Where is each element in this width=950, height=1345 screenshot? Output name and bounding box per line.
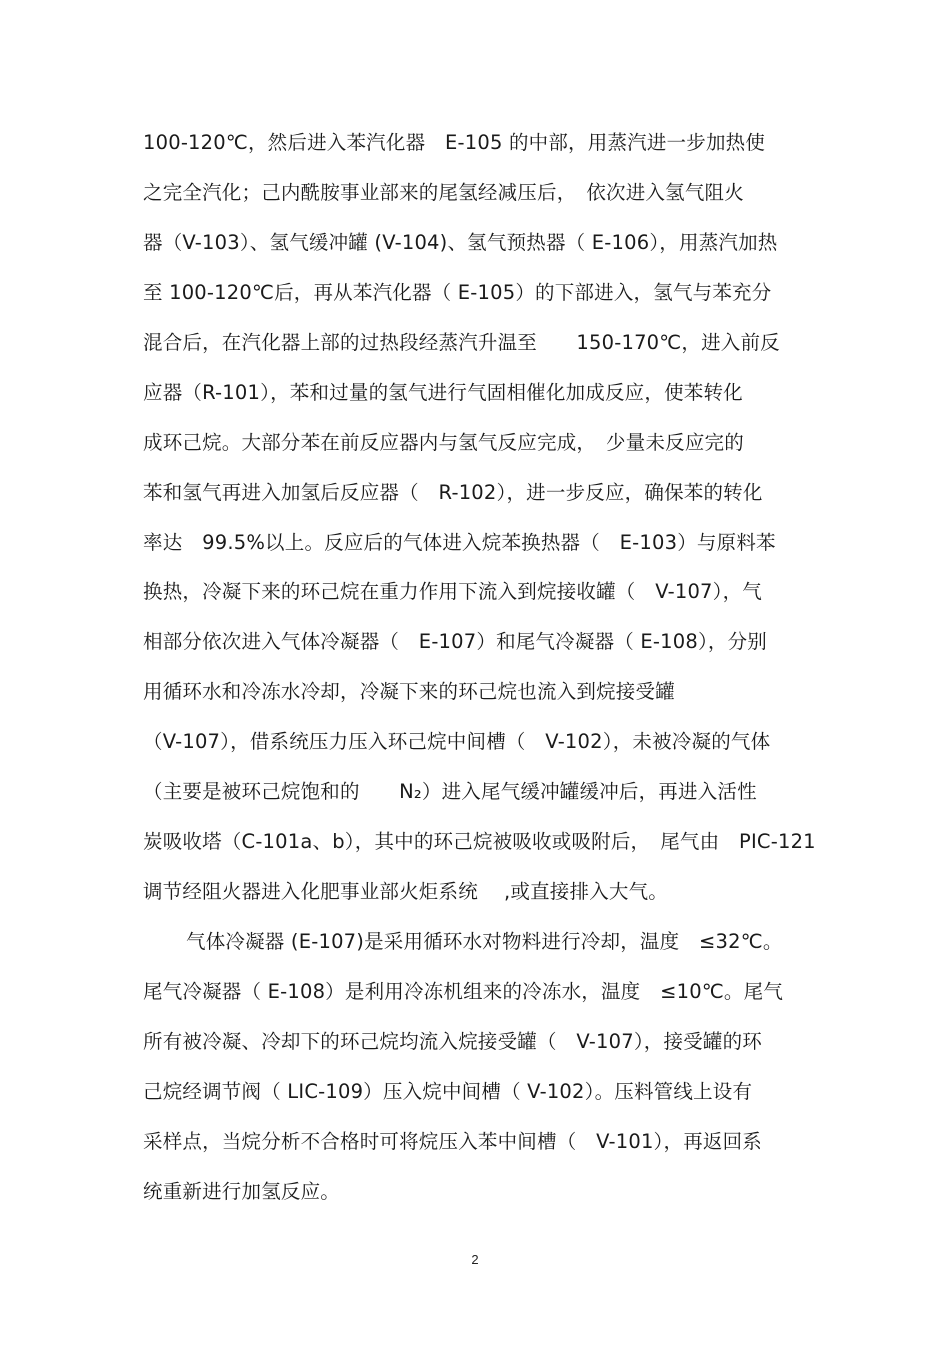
text-line: 之完全汽化；己内酰胺事业部来的尾氢经减压后， 依次进入氢气阻火: [143, 181, 744, 204]
text-line: 尾气冷凝器（ E-108）是利用冷冻机组来的冷冻水，温度 ≤10℃。尾气: [143, 980, 784, 1003]
text-line: 统重新进行加氢反应。: [143, 1180, 341, 1203]
text-line: 采样点，当烷分析不合格时可将烷压入苯中间槽（ V-101），再返回系: [143, 1130, 763, 1153]
text-line: 苯和氢气再进入加氢后反应器（ R-102），进一步反应，确保苯的转化: [143, 481, 763, 504]
text-line: 相部分依次进入气体冷凝器（ E-107）和尾气冷凝器（ E-108），分别: [143, 630, 768, 653]
text-line: 用循环水和冷冻水冷却，冷凝下来的环己烷也流入到烷接受罐: [143, 680, 675, 703]
text-line: 混合后，在汽化器上部的过热段经蒸汽升温至 150-170℃，进入前反: [143, 331, 780, 354]
text-line: 炭吸收塔（C-101a、b），其中的环己烷被吸收或吸附后， 尾气由 PIC-121: [143, 830, 816, 853]
text-line: 换热，冷凝下来的环己烷在重力作用下流入到烷接收罐（ V-107），气: [143, 580, 763, 603]
text-line: （主要是被环己烷饱和的 N₂）进入尾气缓冲罐缓冲后，再进入活性: [143, 780, 757, 803]
text-line: 己烷经调节阀（ LIC-109）压入烷中间槽（ V-102）。压料管线上设有: [143, 1080, 753, 1103]
text-line: 应器（R-101），苯和过量的氢气进行气固相催化加成反应，使苯转化: [143, 381, 743, 404]
text-line: 率达 99.5%以上。反应后的气体进入烷苯换热器（ E-103）与原料苯: [143, 531, 776, 554]
text-line: 气体冷凝器 (E-107)是采用循环水对物料进行冷却，温度 ≤32℃。: [186, 930, 783, 953]
text-line: 至 100-120℃后，再从苯汽化器（ E-105）的下部进入，氢气与苯充分: [143, 281, 772, 304]
page-number: 2: [471, 1252, 479, 1267]
text-line: （V-107），借系统压力压入环己烷中间槽（ V-102），未被冷凝的气体: [143, 730, 771, 753]
text-line: 器（V-103）、氢气缓冲罐 (V-104)、氢气预热器（ E-106），用蒸汽加热: [143, 231, 778, 254]
text-line: 调节经阻火器进入化肥事业部火炬系统 ,或直接排入大气。: [143, 880, 668, 903]
text-line: 成环己烷。大部分苯在前反应器内与氢气反应完成， 少量未反应完的: [143, 431, 744, 454]
text-line: 100-120℃，然后进入苯汽化器 E-105 的中部，用蒸汽进一步加热使: [143, 131, 766, 154]
text-line: 所有被冷凝、冷却下的环己烷均流入烷接受罐（ V-107），接受罐的环: [143, 1030, 763, 1053]
